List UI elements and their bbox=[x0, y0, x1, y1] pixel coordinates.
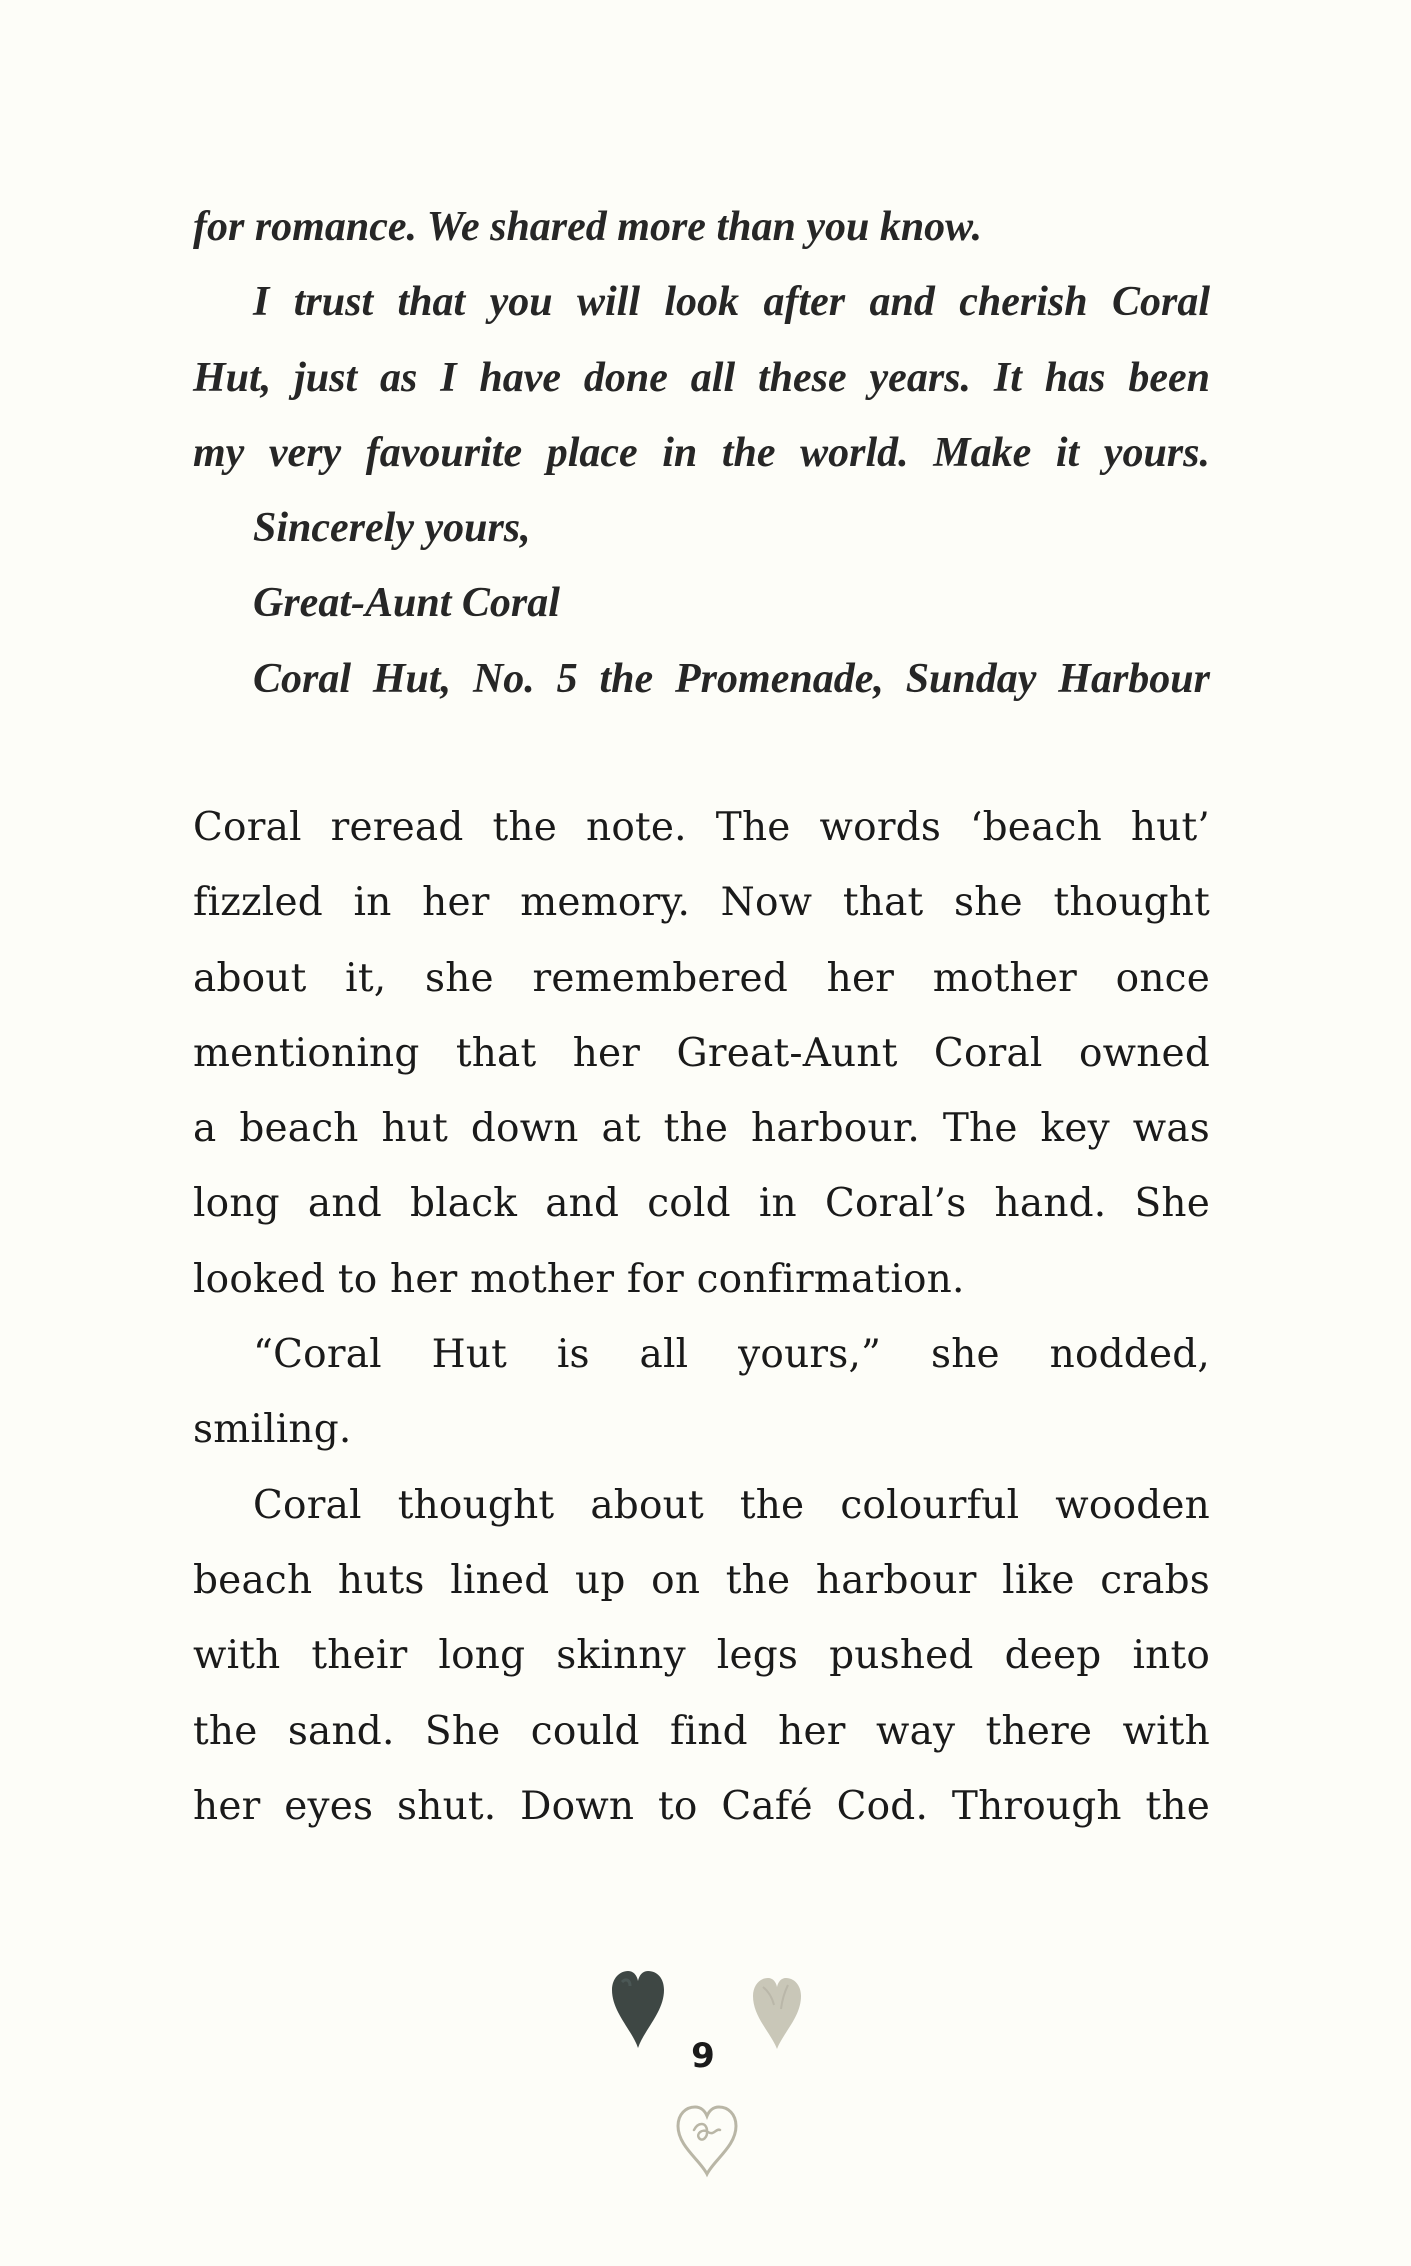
letter-line: Hut, just as I have done all these years. It has been bbox=[193, 354, 1210, 401]
dialogue-line: “Coral Hut is all yours,” she nodded, bbox=[253, 1332, 1210, 1378]
letter-line: my very favourite place in the world. Make it yours. bbox=[193, 429, 1210, 476]
letter-excerpt bbox=[193, 190, 1210, 717]
page-number: 9 bbox=[691, 2036, 715, 2076]
paragraph-line: with their long skinny legs pushed deep into bbox=[193, 1633, 1210, 1679]
letter-signoff: Sincerely yours, bbox=[253, 505, 531, 552]
paragraph-line: fizzled in her memory. Now that she thought bbox=[193, 880, 1210, 926]
paragraph-line: Coral thought about the colourful wooden bbox=[253, 1482, 1210, 1528]
paragraph-line: beach huts lined up on the harbour like crabs bbox=[193, 1557, 1210, 1603]
paragraph-line: her eyes shut. Down to Café Cod. Through the bbox=[193, 1783, 1210, 1829]
paragraph-line: about it, she remembered her mother once bbox=[193, 955, 1210, 1001]
letter-line: for romance. We shared more than you know. bbox=[193, 204, 983, 250]
heart-icon bbox=[748, 1975, 806, 2051]
letter-signature: Great-Aunt Coral bbox=[253, 580, 560, 627]
paragraph-line: looked to her mother for confirmation. bbox=[193, 1256, 965, 1302]
paragraph-line: a beach hut down at the harbour. The key was bbox=[193, 1106, 1210, 1152]
heart-icon bbox=[608, 1968, 668, 2050]
paragraph-line: long and black and cold in Coral’s hand. She bbox=[193, 1181, 1210, 1227]
paragraph-line: mentioning that her Great-Aunt Coral owned bbox=[193, 1030, 1210, 1076]
paragraph-line: the sand. She could find her way there with bbox=[193, 1708, 1210, 1754]
paragraph-line: smiling. bbox=[193, 1407, 352, 1453]
paragraph-line: Coral reread the note. The words ‘beach hut’ bbox=[193, 805, 1210, 850]
letter-line: I trust that you will look after and cherish Coral bbox=[253, 279, 1210, 326]
letter-address: Coral Hut, No. 5 the Promenade, Sunday Harbour bbox=[253, 655, 1210, 702]
heart-outline-icon bbox=[672, 2100, 742, 2178]
narrative-text bbox=[193, 790, 1210, 1844]
